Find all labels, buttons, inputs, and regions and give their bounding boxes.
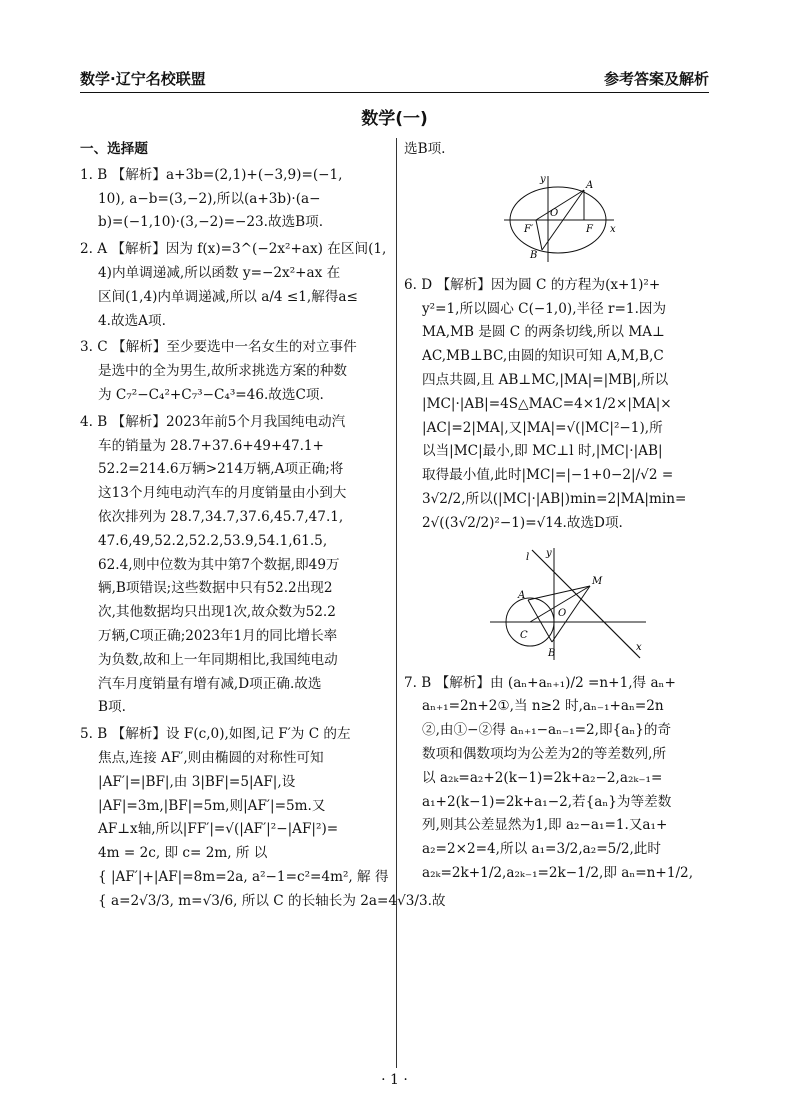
answer-line: 3√2/2,所以(|MC|·|AB|)min=2|MA|min= <box>422 490 687 507</box>
answer-line: a₂=2×2=4,所以 a₁=3/2,a₂=5/2,此时 <box>422 841 661 858</box>
answer-line: 是选中的全为男生,故所求挑选方案的种数 <box>98 363 348 380</box>
answer-item-q6 <box>404 274 710 536</box>
answer-line: 取得最小值,此时|MC|=|−1+0−2|/√2 = <box>422 467 674 484</box>
label-f: F <box>586 223 593 235</box>
right-q7 <box>404 672 710 886</box>
answer-line: 四点共圆,且 AB⊥MC,|MA|=|MB|,所以 <box>422 371 669 388</box>
header-right: 参考答案及解析 <box>603 70 709 88</box>
answer-line: aₙ₊₁=2n+2①,当 n≥2 时,aₙ₋₁+aₙ=2n <box>422 698 664 715</box>
answer-line: 4)内单调递减,所以函数 y=−2x²+ax 在 <box>98 264 341 281</box>
label-y: y <box>546 547 552 559</box>
page-header <box>80 68 709 92</box>
answer-line: 以 a₂ₖ=a₂+2(k−1)=2k+a₂−2,a₂ₖ₋₁= <box>422 769 663 786</box>
answer-line: |AC|=2|MA|,又|MA|=√(|MC|²−1),所 <box>422 419 663 436</box>
answer-line: |AF′|=|BF|,由 3|BF|=5|AF|,设 <box>98 773 296 790</box>
answer-line: 4. B 【解析】2023年前5个月我国纯电动汽 <box>80 413 346 430</box>
answer-line: ②,由①−②得 aₙ₊₁−aₙ₋₁=2,即{aₙ}的奇 <box>422 722 672 739</box>
answer-line: B项. <box>98 699 126 716</box>
right-column <box>404 138 710 889</box>
label-f1: F′ <box>524 223 534 235</box>
answer-line: a₂ₖ=2k+1/2,a₂ₖ₋₁=2k−1/2,即 aₙ=n+1/2, <box>422 864 694 881</box>
answer-line: AC,MB⊥BC,由圆的知识可知 A,M,B,C <box>422 348 664 365</box>
answer-line: 10), a−b=(3,−2),所以(a+3b)·(a− <box>98 190 321 207</box>
segment-f1b <box>536 220 542 250</box>
label-c: C <box>520 629 528 641</box>
answer-line: 4.故选A项. <box>98 312 166 329</box>
answer-item-q4 <box>80 411 390 720</box>
answer-line: 选B项. <box>404 141 446 157</box>
answer-line: b)=(−1,10)·(3,−2)=−23.故选B项. <box>98 214 324 231</box>
answer-line: 为 C₇²−C₄²+C₇³−C₄³=46.故选C项. <box>98 386 324 403</box>
answer-line: 3. C 【解析】至少要选中一名女生的对立事件 <box>80 339 357 356</box>
label-x: x <box>636 641 642 653</box>
answer-line: 依次排列为 28.7,34.7,37.6,45.7,47.1, <box>98 508 344 525</box>
answer-line: { a=2√3/3, m=√3/6, 所以 C 的长轴长为 2a=4√3/3.故 <box>98 892 446 909</box>
answer-item-q5-end <box>404 138 710 162</box>
answer-item-q5 <box>80 723 446 913</box>
answer-line: 62.4,则中位数为其中第7个数据,即49万 <box>98 556 340 573</box>
page-number: · 1 · <box>381 1072 408 1088</box>
right-q6 <box>404 274 710 536</box>
answer-line: 这13个月纯电动汽车的月度销量由小到大 <box>98 485 347 502</box>
answer-line: 47.6,49,52.2,52.2,53.9,54.1,61.5, <box>98 532 328 549</box>
answer-line: MA,MB 是圆 C 的两条切线,所以 MA⊥ <box>422 324 665 341</box>
answer-line: 6. D 【解析】因为圆 C 的方程为(x+1)²+ <box>404 276 661 293</box>
answer-line: 万辆,C项正确;2023年1月的同比增长率 <box>98 627 338 644</box>
segment-f1a <box>536 190 584 220</box>
answer-line: 数项和偶数项均为公差为2的等差数列,所 <box>422 745 667 762</box>
header-rule <box>80 92 709 93</box>
answer-line: 辆,B项错误;这些数据中只有52.2出现2 <box>98 580 333 597</box>
label-y: y <box>540 173 546 185</box>
label-a: A <box>586 179 594 191</box>
answer-line: 为负数,故和上一年同期相比,我国纯电动 <box>98 651 338 668</box>
label-l: l <box>526 551 530 563</box>
section-heading: 一、选择题 <box>80 141 148 157</box>
answer-item-q2 <box>80 238 390 333</box>
answer-line: 区间(1,4)内单调递减,所以 a/4 ≤1,解得a≤ <box>98 288 358 305</box>
answer-line: 车的销量为 28.7+37.6+49+47.1+ <box>98 437 324 454</box>
answer-line: 2√((3√2/2)²−1)=√14.故选D项. <box>422 514 623 531</box>
answer-line: { |AF′|+|AF|=8m=2a, a²−1=c²=4m², 解 得 <box>98 868 389 885</box>
answer-line: 以当|MC|最小,即 MC⊥l 时,|MC|·|AB| <box>422 443 663 460</box>
answer-line: 列,则其公差显然为1,即 a₂−a₁=1.又a₁+ <box>422 817 668 834</box>
answer-line: 4m = 2c, 即 c= 2m, 所 以 <box>98 845 268 862</box>
answer-line: 7. B 【解析】由 (aₙ+aₙ₊₁)/2 =n+1,得 aₙ+ <box>404 674 676 691</box>
column-divider <box>396 138 397 1068</box>
answer-line: 2. A 【解析】因为 f(x)=3^(−2x²+ax) 在区间(1, <box>80 241 387 258</box>
answer-item-q7 <box>404 672 710 886</box>
answer-line: 5. B 【解析】设 F(c,0),如图,记 F′为 C 的左 <box>80 726 351 743</box>
header-left: 数学·辽宁名校联盟 <box>80 70 206 88</box>
left-column <box>80 138 446 917</box>
answer-line: a₁+2(k−1)=2k+a₁−2,若{aₙ}为等差数 <box>422 793 672 810</box>
left-items <box>80 164 446 914</box>
answer-line: 焦点,连接 AF′,则由椭圆的对称性可知 <box>98 749 324 766</box>
circle-figure <box>488 546 648 662</box>
answer-line: AF⊥x轴,所以|FF′|=√(|AF′|²−|AF|²)= <box>98 821 339 838</box>
label-b: B <box>530 249 538 261</box>
label-b: B <box>548 647 556 659</box>
page-title: 数学(一) <box>361 109 428 129</box>
answer-line: 次,其他数据均只出现1次,故众数为52.2 <box>98 604 336 621</box>
label-a: A <box>518 589 526 601</box>
label-x: x <box>610 223 616 235</box>
right-top <box>404 138 710 162</box>
answer-line: |MC|·|AB|=4S△MAC=4×1/2×|MA|× <box>422 395 672 412</box>
answer-line: |AF|=3m,|BF|=5m,则|AF′|=5m.又 <box>98 797 326 814</box>
answer-line: 汽车月度销量有增有减,D项正确.故选 <box>98 675 322 692</box>
label-o: O <box>550 207 559 219</box>
label-o: O <box>558 607 567 619</box>
label-m: M <box>592 575 603 587</box>
answer-line: y²=1,所以圆心 C(−1,0),半径 r=1.因为 <box>422 300 667 317</box>
line-l <box>532 547 640 658</box>
answer-line: 1. B 【解析】a+3b=(2,1)+(−3,9)=(−1, <box>80 166 343 183</box>
answer-item-q3 <box>80 336 390 407</box>
answer-item-q1 <box>80 164 390 235</box>
ellipse-figure <box>500 172 618 264</box>
answer-line: 52.2=214.6万辆>214万辆,A项正确;将 <box>98 461 344 478</box>
